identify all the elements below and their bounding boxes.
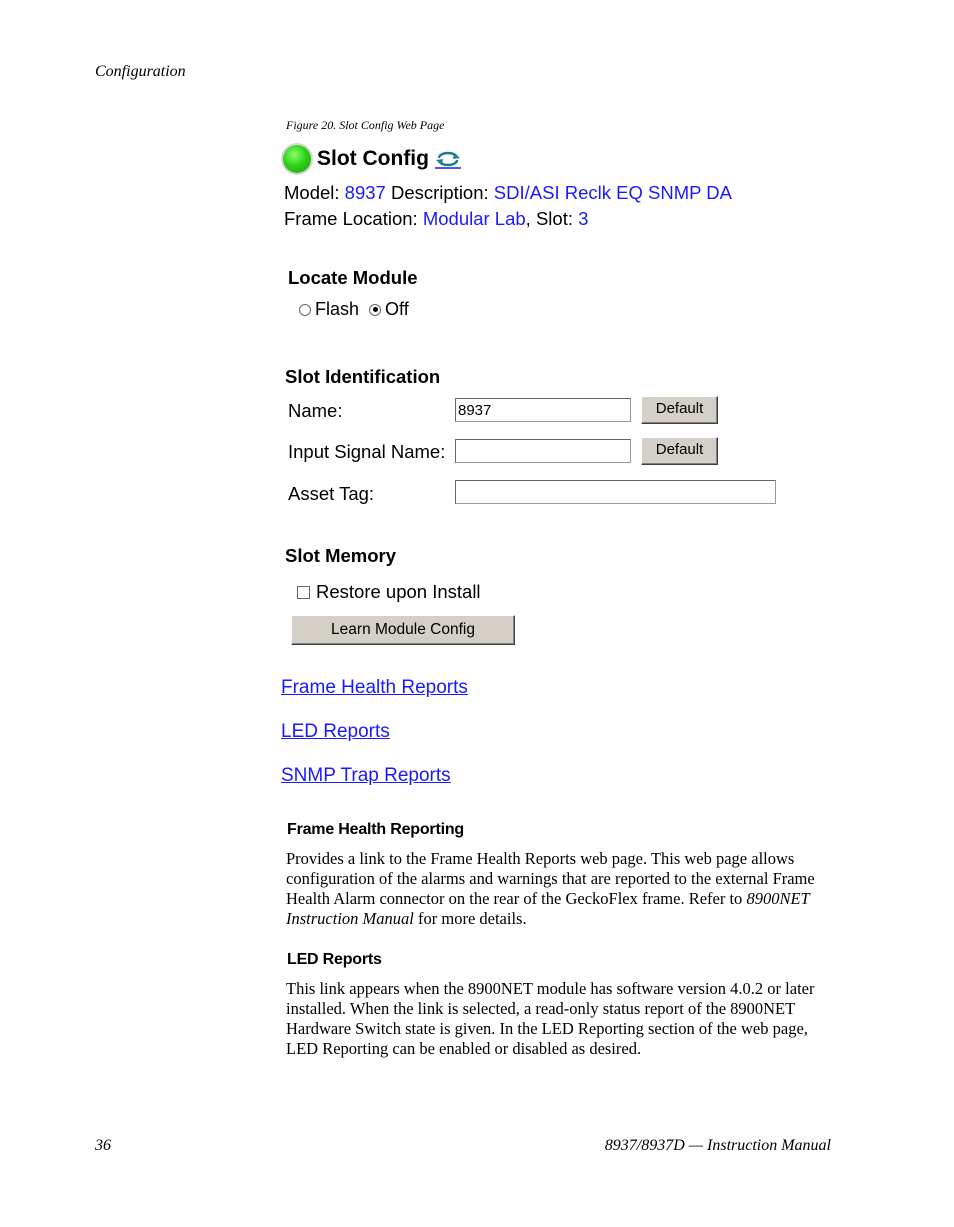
input-signal-name-input[interactable] (455, 439, 631, 463)
flash-radio-label: Flash (315, 299, 360, 319)
slot-memory-title: Slot Memory (285, 545, 397, 566)
model-label: Model: (284, 182, 340, 203)
frame-location-label: Frame Location: (284, 208, 418, 229)
frame-health-text: Provides a link to the Frame Health Reports web page. This web page allows configuration of the alarms and warnings that are reported to the external Frame Health Alarm connector on the rear of the GeckoFlex frame. Refer to (286, 849, 815, 908)
name-label: Name: (288, 400, 343, 421)
off-radio-label: Off (385, 299, 409, 319)
model-value: 8937 (344, 182, 386, 203)
slot-identification-title: Slot Identification (285, 366, 441, 387)
led-reports-heading: LED Reports (287, 951, 382, 968)
page-title: Slot Config (317, 147, 429, 170)
slot-label: , Slot: (525, 208, 573, 229)
frame-health-reports-link[interactable]: Frame Health Reports (281, 677, 468, 698)
asset-tag-label: Asset Tag: (288, 483, 375, 504)
led-reports-link[interactable]: LED Reports (281, 721, 390, 742)
locate-module-options (299, 299, 409, 320)
name-default-button[interactable]: Default (641, 396, 718, 424)
slot-config-title-row (283, 142, 462, 176)
off-radio[interactable] (369, 304, 381, 316)
frame-health-text-end: for more details. (413, 909, 527, 928)
frame-health-reporting-heading: Frame Health Reporting (287, 821, 464, 838)
restore-row (297, 581, 481, 603)
snmp-trap-reports-link[interactable]: SNMP Trap Reports (281, 765, 451, 786)
figure-caption: Figure 20. Slot Config Web Page (286, 118, 445, 132)
slot-value: 3 (578, 208, 589, 229)
input-signal-default-button[interactable]: Default (641, 437, 718, 465)
learn-module-config-button[interactable]: Learn Module Config (291, 615, 515, 645)
led-reports-paragraph: This link appears when the 8900NET module has software version 4.0.2 or later installed. When the link is selected, a read-only status report of the 8900NET Hardware Switch state is given. In the LED Reporting section of the web page, LED Reporting can be enabled or disabled as desired. (286, 979, 815, 1058)
refresh-icon[interactable] (434, 149, 462, 169)
page-number: 36 (95, 1137, 111, 1154)
flash-radio[interactable] (299, 304, 311, 316)
restore-label: Restore upon Install (316, 581, 481, 602)
frame-location-value: Modular Lab (422, 208, 526, 229)
name-input[interactable] (455, 398, 631, 422)
locate-module-title: Locate Module (288, 267, 418, 288)
manual-reference: 8900NET Instruction Manual (286, 889, 810, 928)
status-led-icon (283, 145, 311, 173)
manual-title: 8937/8937D — Instruction Manual (604, 1137, 831, 1154)
asset-tag-input[interactable] (455, 480, 776, 504)
description-value: SDI/ASI Reclk EQ SNMP DA (493, 182, 732, 203)
input-signal-name-label: Input Signal Name: (288, 441, 446, 462)
frame-health-reporting-paragraph (286, 849, 834, 929)
description-label: Description: (390, 182, 489, 203)
restore-checkbox[interactable] (297, 586, 310, 599)
model-line (284, 182, 732, 204)
running-header: Configuration (95, 63, 186, 80)
frame-location-line (284, 208, 588, 230)
